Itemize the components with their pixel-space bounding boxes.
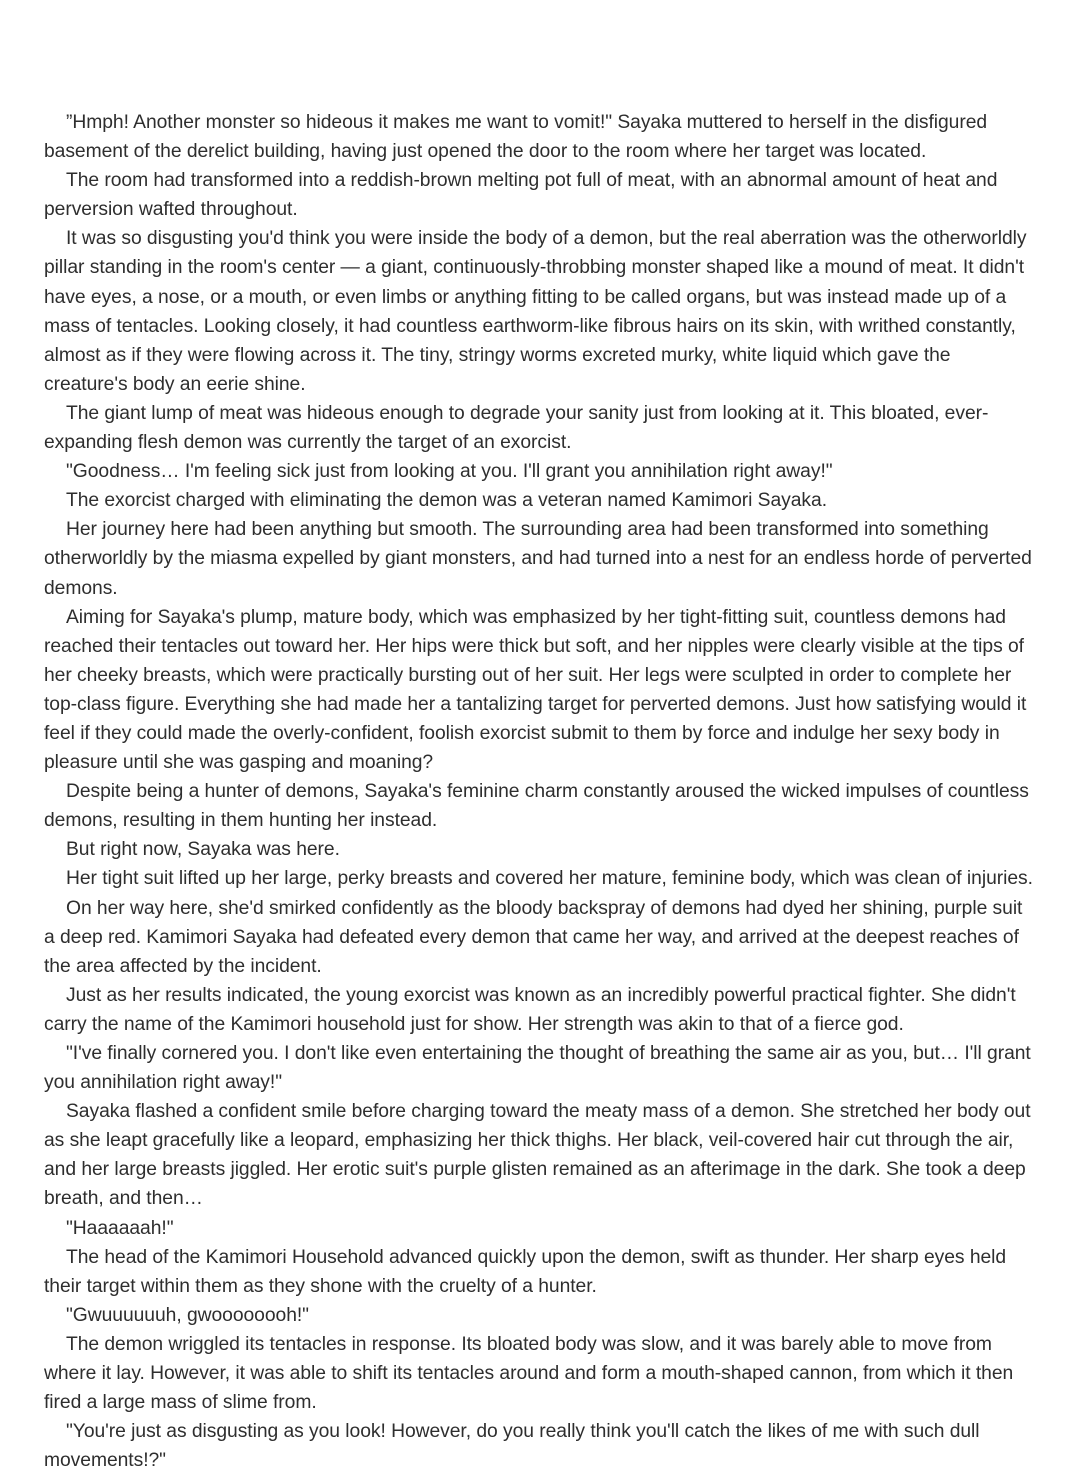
paragraph: Aiming for Sayaka's plump, mature body, which was emphasized by her tight-fitting suit, countless demons had reached their tentacles out toward her. Her hips were thick but soft, and her nipples were clearly visible at the tips of her cheeky breasts, which were practically bursting out of her suit. Her legs were sculpted in order to complete her top-class figure. Everything she had made her a tantalizing target for perverted demons. Just how satisfying would it feel if they could made the overly-confident, foolish exorcist submit to them by force and indulge her sexy body in pleasure until she was gasping and moaning? xyxy=(44,606,1027,774)
paragraph: ”Hmph! Another monster so hideous it makes me want to vomit!" Sayaka muttered to herself in the disfigured basement of the derelict building, having just opened the door to the room where her target was located. xyxy=(44,112,988,163)
paragraph: "You're just as disgusting as you look! However, do you really think you'll catch the likes of me with such dull movements!?" xyxy=(44,1421,980,1472)
paragraph: It was so disgusting you'd think you were inside the body of a demon, but the real aberration was the otherworldly pillar standing in the room's center — a giant, continuously-throbbing monster shaped like a mound of meat. It didn't have eyes, a nose, or a mouth, or even limbs or anything fitting to be called organs, but was instead made up of a mass of tentacles. Looking closely, it had countless earthworm-like fibrous hairs on its skin, with writhed constantly, almost as if they were flowing across it. The tiny, stringy worms excreted murky, white liquid which gave the creature's body an eerie shine. xyxy=(44,228,1027,395)
paragraph: Sayaka flashed a confident smile before charging toward the meaty mass of a demon. She stretched her body out as she leapt gracefully like a leopard, emphasizing her thick thighs. Her black, veil-covered hair cut through the air, and her large breasts jiggled. Her erotic suit's purple glisten remained as an afterimage in the dark. She took a deep breath, and then… xyxy=(44,1101,1031,1210)
paragraph: The demon wriggled its tentacles in response. Its bloated body was slow, and it was barely able to move from where it lay. However, it was able to shift its tentacles around and form a mouth-shaped cannon, from which it then fired a large mass of slime from. xyxy=(44,1333,1014,1414)
paragraph: On her way here, she'd smirked confidently as the bloody backspray of demons had dyed her shining, purple suit a deep red. Kamimori Sayaka had defeated every demon that came her way, and arrived at the deepest reaches of the area affected by the incident. xyxy=(44,897,1023,977)
paragraph: Just as her results indicated, the young exorcist was known as an incredibly powerful practical fighter. She didn't carry the name of the Kamimori household just for show. Her strength was akin to that of a fierce god. xyxy=(44,984,1016,1035)
paragraph: The giant lump of meat was hideous enough to degrade your sanity just from looking at it. This bloated, ever-expanding flesh demon was currently the target of an exorcist. xyxy=(44,402,989,454)
paragraph: Her tight suit lifted up her large, perky breasts and covered her mature, feminine body, which was clean of injuries. xyxy=(66,868,1033,890)
body-text-column xyxy=(44,108,1036,1475)
paragraph: The head of the Kamimori Household advanced quickly upon the demon, swift as thunder. Her sharp eyes held their target within them as they shone with the cruelty of a hunter. xyxy=(44,1246,1007,1297)
paragraph: Despite being a hunter of demons, Sayaka's feminine charm constantly aroused the wicked impulses of countless demons, resulting in them hunting her instead. xyxy=(44,781,1029,832)
paragraph: "Goodness… I'm feeling sick just from looking at you. I'll grant you annihilation right away!" xyxy=(66,461,833,483)
paragraph: "Haaaaaah!" xyxy=(66,1217,174,1239)
paragraph: Her journey here had been anything but smooth. The surrounding area had been transformed into something otherworldly by the miasma expelled by giant monsters, and had turned into a nest for an endless horde of perverted demons. xyxy=(44,519,1032,599)
paragraph: "Gwuuuuuuh, gwoooooooh!" xyxy=(66,1304,309,1326)
paragraph: The room had transformed into a reddish-brown melting pot full of meat, with an abnormal amount of heat and perversion wafted throughout. xyxy=(44,170,998,221)
paragraph: The exorcist charged with eliminating the demon was a veteran named Kamimori Sayaka. xyxy=(66,490,827,512)
paragraph: "I've finally cornered you. I don't like even entertaining the thought of breathing the same air as you, but… I'll grant you annihilation right away!" xyxy=(44,1043,1031,1094)
paragraph: But right now, Sayaka was here. xyxy=(66,839,340,861)
